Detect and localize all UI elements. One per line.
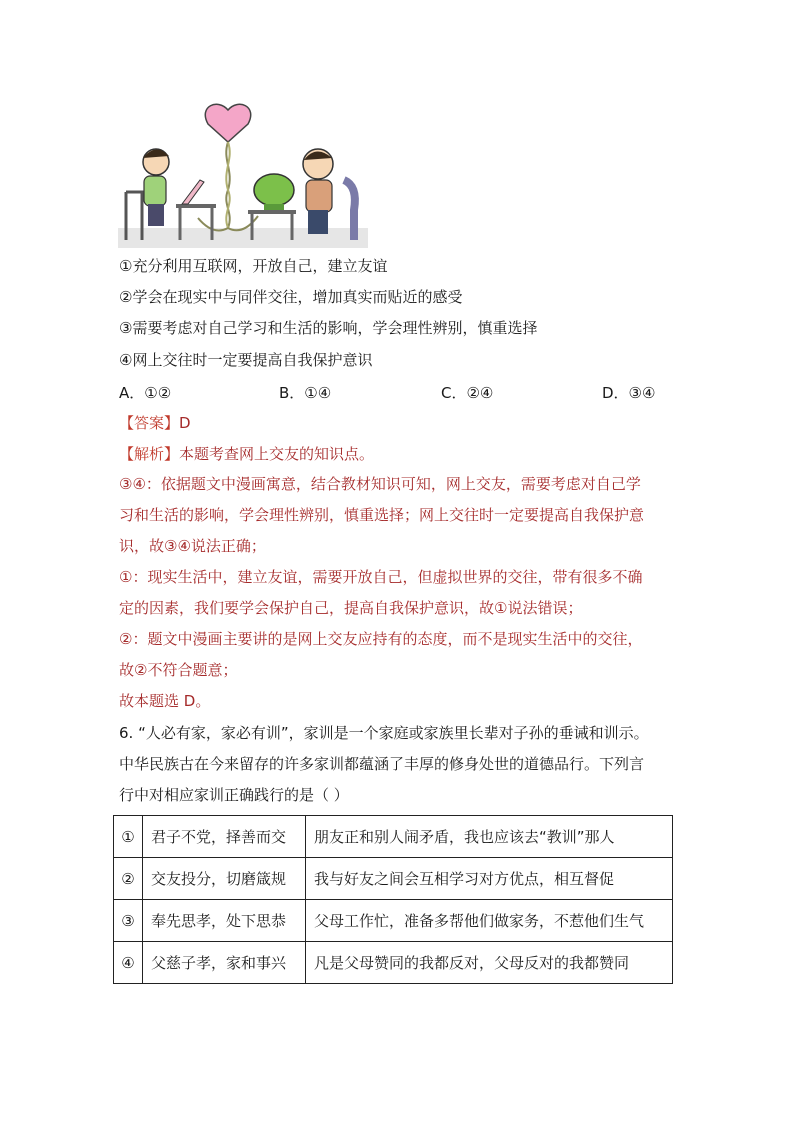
table-row xyxy=(114,942,673,984)
analysis-line-1: ③④：依据题文中漫画寓意，结合教材知识可知，网上交友，需要考虑对自己学 xyxy=(119,475,641,493)
table-row xyxy=(114,858,673,900)
row-number: ③ xyxy=(114,900,143,942)
option-c: C．②④ xyxy=(441,384,494,402)
answer-value: D xyxy=(179,414,191,432)
option-d: D．③④ xyxy=(602,384,656,402)
row-number: ② xyxy=(114,858,143,900)
option-b: B．①④ xyxy=(279,384,332,402)
analysis-label: 【解析】 xyxy=(119,445,180,463)
analysis-intro-line xyxy=(119,444,374,464)
analysis-line-6: ②：题文中漫画主要讲的是网上交友应持有的态度，而不是现实生活中的交往， xyxy=(119,630,643,648)
analysis-line-2: 习和生活的影响，学会理性辨别，慎重选择；网上交往时一定要提高自我保护意 xyxy=(119,506,645,524)
question6-line-1: 6. “人必有家，家必有训”，家训是一个家庭或家族里长辈对子孙的垂诫和训示。 xyxy=(119,724,649,742)
family-motto-table xyxy=(113,815,673,984)
motto-cell: 君子不党，择善而交 xyxy=(143,816,306,858)
action-cell: 父母工作忙，准备多帮他们做家务，不惹他们生气 xyxy=(306,900,673,942)
statement-4: ④网上交往时一定要提高自我保护意识 xyxy=(119,351,373,369)
row-number: ④ xyxy=(114,942,143,984)
question6-line-3: 行中对相应家训正确践行的是（ ） xyxy=(119,786,349,804)
analysis-line-7: 故②不符合题意； xyxy=(119,661,238,679)
analysis-conclusion: 故本题选 D。 xyxy=(119,692,211,710)
question6-line-2: 中华民族古在今来留存的许多家训都蕴涵了丰厚的修身处世的道德品行。下列言 xyxy=(119,755,645,773)
answer-line xyxy=(119,413,191,433)
analysis-line-5: 定的因素，我们要学会保护自己，提高自我保护意识，故①说法错误； xyxy=(119,599,583,617)
table-row xyxy=(114,816,673,858)
motto-cell: 交友投分，切磨箴规 xyxy=(143,858,306,900)
answer-options xyxy=(119,382,679,402)
table-row xyxy=(114,900,673,942)
analysis-line-3: 识，故③④说法正确； xyxy=(119,537,266,555)
action-cell: 朋友正和别人闹矛盾，我也应该去“教训”那人 xyxy=(306,816,673,858)
answer-label: 【答案】 xyxy=(119,414,180,432)
statement-1: ①充分利用互联网，开放自己，建立友谊 xyxy=(119,257,388,275)
action-cell: 我与好友之间会互相学习对方优点，相互督促 xyxy=(306,858,673,900)
statement-3: ③需要考虑对自己学习和生活的影响，学会理性辨别，慎重选择 xyxy=(119,319,538,337)
online-friendship-cartoon-icon xyxy=(118,100,368,248)
action-cell: 凡是父母赞同的我都反对，父母反对的我都赞同 xyxy=(306,942,673,984)
statement-2: ②学会在现实中与同伴交往，增加真实而贴近的感受 xyxy=(119,288,463,306)
analysis-line-4: ①：现实生活中，建立友谊，需要开放自己，但虚拟世界的交往，带有很多不确 xyxy=(119,568,643,586)
motto-cell: 父慈子孝，家和事兴 xyxy=(143,942,306,984)
motto-cell: 奉先思孝，处下思恭 xyxy=(143,900,306,942)
row-number: ① xyxy=(114,816,143,858)
analysis-intro: 本题考查网上交友的知识点。 xyxy=(179,445,375,463)
option-a: A．①② xyxy=(119,384,172,402)
